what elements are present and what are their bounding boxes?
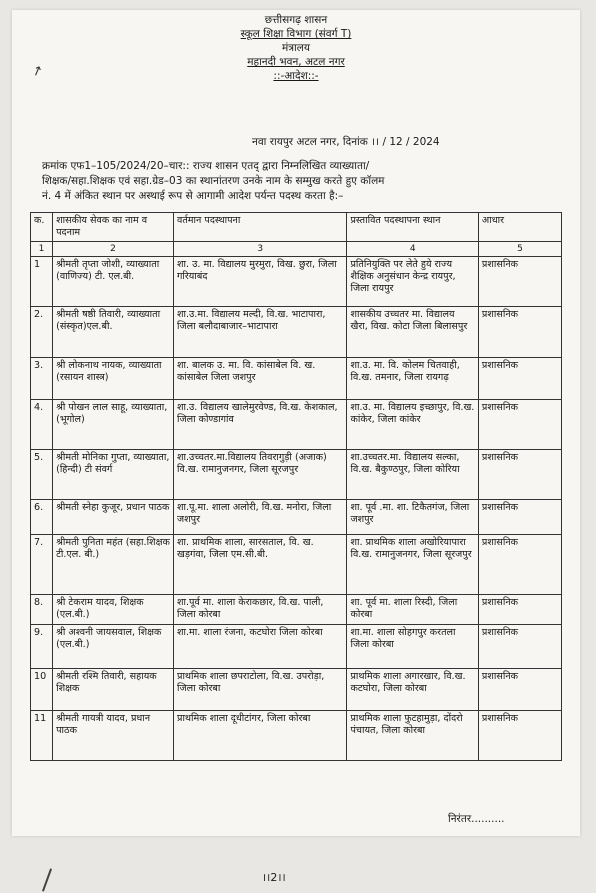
table-row xyxy=(31,669,562,711)
cell-name: श्रीमती तृप्ता जोशी, व्याख्याता (वाणिज्य) टी. एल.बी. xyxy=(53,257,174,307)
transfer-table xyxy=(30,212,562,761)
cell-sr: 3. xyxy=(31,358,53,400)
table-row xyxy=(31,450,562,500)
cell-proposed: शा.उच्चतर.मा. विद्यालय सल्का, वि.ख. बैकुण्ठपुर, जिला कोरिया xyxy=(347,450,478,500)
cell-current: शा. प्राथमिक शाला, सारसताल, वि. ख. खड़गंवा, जिला एम.सी.बी. xyxy=(173,535,346,595)
order-text xyxy=(42,159,572,204)
cell-name: श्रीमती षष्ठी तिवारी, व्याख्याता (संस्कृत)एल.बी. xyxy=(53,307,174,358)
cell-name: श्री लोकनाथ नायक, व्याख्याता (रसायन शास्त्र) xyxy=(53,358,174,400)
cell-current: प्राथमिक शाला दूधीटांगर, जिला कोरबा xyxy=(173,711,346,761)
table-row xyxy=(31,358,562,400)
table-row xyxy=(31,625,562,669)
cell-name: श्रीमती पुनिता महंत (सहा.शिक्षक टी.एल. बी.) xyxy=(53,535,174,595)
cell-sr: 6. xyxy=(31,500,53,535)
col-number: 5 xyxy=(478,242,561,257)
cell-name: श्रीमती गायत्री यादव, प्रधान पाठक xyxy=(53,711,174,761)
cell-name: श्री टेकराम यादव, शिक्षक (एल.बी.) xyxy=(53,595,174,625)
order-line: क्रमांक एफ1–105/2024/20–चार:: राज्य शासन एतद् द्वारा निम्नलिखित व्याख्याता/ xyxy=(42,160,370,172)
page-number: ।।2।। xyxy=(262,871,286,884)
cell-sr: 9. xyxy=(31,625,53,669)
cell-current: शा.पूर्व मा. शाला केराकछार, वि.ख. पाली, जिला कोरबा xyxy=(173,595,346,625)
table-row xyxy=(31,500,562,535)
cell-proposed: शा. पूर्व मा. शाला रिस्दी, जिला कोरबा xyxy=(347,595,478,625)
table-row xyxy=(31,257,562,307)
pen-stroke-icon xyxy=(42,868,52,891)
col-header-sr: क. xyxy=(31,213,53,242)
cell-basis: प्रशासनिक xyxy=(478,595,561,625)
cell-basis: प्रशासनिक xyxy=(478,400,561,450)
table-row xyxy=(31,307,562,358)
cell-proposed: शा.मा. शाला सोहगपुर करतला जिला कोरबा xyxy=(347,625,478,669)
cell-proposed: प्राथमिक शाला फुटहामुड़ा, दोंदरो पंचायत, जिला कोरबा xyxy=(347,711,478,761)
address-heading: महानदी भवन, अटल नगर xyxy=(247,56,345,68)
col-header-basis: आधार xyxy=(478,213,561,242)
col-header-current: वर्तमान पदस्थापना xyxy=(173,213,346,242)
cell-current: शा. बालक उ. मा. वि. कांसाबेल वि. ख. कांसाबेल जिला जशपुर xyxy=(173,358,346,400)
cell-current: प्राथमिक शाला छपराटोला, वि.ख. उपरोड़ा, जिला कोरबा xyxy=(173,669,346,711)
cell-sr: 2. xyxy=(31,307,53,358)
cell-basis: प्रशासनिक xyxy=(478,358,561,400)
cell-proposed: शा.उ. मा. वि. कोलम चितवाही, वि.ख. तमनार, जिला रायगढ़ xyxy=(347,358,478,400)
cell-proposed: प्राथमिक शाला अगारखार, वि.ख. कटघोरा, जिला कोरबा xyxy=(347,669,478,711)
cell-current: शा. उ. मा. विद्यालय मुरमुरा, विख. छुरा, जिला गरियाबंद xyxy=(173,257,346,307)
col-number: 4 xyxy=(347,242,478,257)
cell-current: शा.उच्चतर.मा.विद्यालय तिवरागुड़ी (अजाक) वि.ख. रामानुजनगर, जिला सूरजपुर xyxy=(173,450,346,500)
cell-name: श्री पोखन लाल साहू, व्याख्याता, (भूगोल) xyxy=(53,400,174,450)
order-line: शिक्षक/सहा.शिक्षक एवं सहा.ग्रेड–03 का स्थानांतरण उनके नाम के सम्मुख करते हुए कॉलम xyxy=(42,175,385,187)
cell-current: शा.पू.मा. शाला अलोरी, वि.ख. मनोरा, जिला जशपुर xyxy=(173,500,346,535)
cell-sr: 8. xyxy=(31,595,53,625)
cell-proposed: शासकीय उच्चतर मा. विद्यालय खैरा, विख. कोटा जिला बिलासपुर xyxy=(347,307,478,358)
cell-name: श्रीमती स्नेहा कुजूर, प्रधान पाठक xyxy=(53,500,174,535)
table-row xyxy=(31,535,562,595)
cell-sr: 7. xyxy=(31,535,53,595)
col-header-proposed: प्रस्तावित पदस्थापना स्थान xyxy=(347,213,478,242)
pen-mark-icon: ↗ xyxy=(29,62,46,81)
col-number: 2 xyxy=(53,242,174,257)
cell-sr: 1 xyxy=(31,257,53,307)
cell-basis: प्रशासनिक xyxy=(478,500,561,535)
column-number-row xyxy=(31,242,562,257)
col-number: 3 xyxy=(173,242,346,257)
date-line: नवा रायपुर अटल नगर, दिनांक ।। / 12 / 2024 xyxy=(252,136,440,148)
cell-sr: 4. xyxy=(31,400,53,450)
col-header-name: शासकीय सेवक का नाम व पदनाम xyxy=(53,213,174,242)
table-row xyxy=(31,595,562,625)
cell-name: श्रीमती मोनिका गुप्ता, व्याख्याता, (हिन्दी) टी संवर्ग xyxy=(53,450,174,500)
govt-heading: छत्तीसगढ़ शासन xyxy=(264,14,328,26)
cell-basis: प्रशासनिक xyxy=(478,307,561,358)
cell-name: श्री अश्वनी जायसवाल, शिक्षक (एल.बी.) xyxy=(53,625,174,669)
cell-basis: प्रशासनिक xyxy=(478,711,561,761)
cell-current: शा.मा. शाला रंजना, कटघोरा जिला कोरबा xyxy=(173,625,346,669)
cell-sr: 10 xyxy=(31,669,53,711)
cell-proposed: प्रतिनियुक्ति पर लेते हुये राज्य शैक्षिक अनुसंधान केन्द्र रायपुर, जिला रायपुर xyxy=(347,257,478,307)
cell-basis: प्रशासनिक xyxy=(478,257,561,307)
table-header-row xyxy=(31,213,562,242)
order-line: नं. 4 में अंकित स्थान पर अस्थाई रूप से आगामी आदेश पर्यन्त पदस्थ करता है:– xyxy=(42,190,344,202)
cell-name: श्रीमती रश्मि तिवारी, सहायक शिक्षक xyxy=(53,669,174,711)
cell-proposed: शा. पूर्व .मा. शा. टिकैतगंज, जिला जशपुर xyxy=(347,500,478,535)
cell-basis: प्रशासनिक xyxy=(478,535,561,595)
cell-current: शा.उ.मा. विद्यालय मल्दी, वि.ख. भाटापारा, जिला बलौदाबाजार–भाटापारा xyxy=(173,307,346,358)
cell-current: शा.उ. विद्यालय खालेमुरवेण्ड, वि.ख. केशकाल, जिला कोण्डागांव xyxy=(173,400,346,450)
continued-note: निरंतर.......... xyxy=(448,813,505,825)
department-heading: स्कूल शिक्षा विभाग (संवर्ग T) xyxy=(240,28,352,40)
cell-proposed: शा. प्राथमिक शाला अखोरियापारा वि.ख. रामानुजनगर, जिला सूरजपुर xyxy=(347,535,478,595)
ministry-heading: मंत्रालय xyxy=(281,42,310,54)
cell-basis: प्रशासनिक xyxy=(478,625,561,669)
cell-basis: प्रशासनिक xyxy=(478,669,561,711)
order-heading: ::-आदेश::- xyxy=(273,70,319,82)
cell-sr: 11 xyxy=(31,711,53,761)
table-row xyxy=(31,400,562,450)
cell-basis: प्रशासनिक xyxy=(478,450,561,500)
cell-sr: 5. xyxy=(31,450,53,500)
cell-proposed: शा.उ. मा. विद्यालय इच्छापुर, वि.ख. कांकेर, जिला कांकेर xyxy=(347,400,478,450)
table-row xyxy=(31,711,562,761)
col-number: 1 xyxy=(31,242,53,257)
